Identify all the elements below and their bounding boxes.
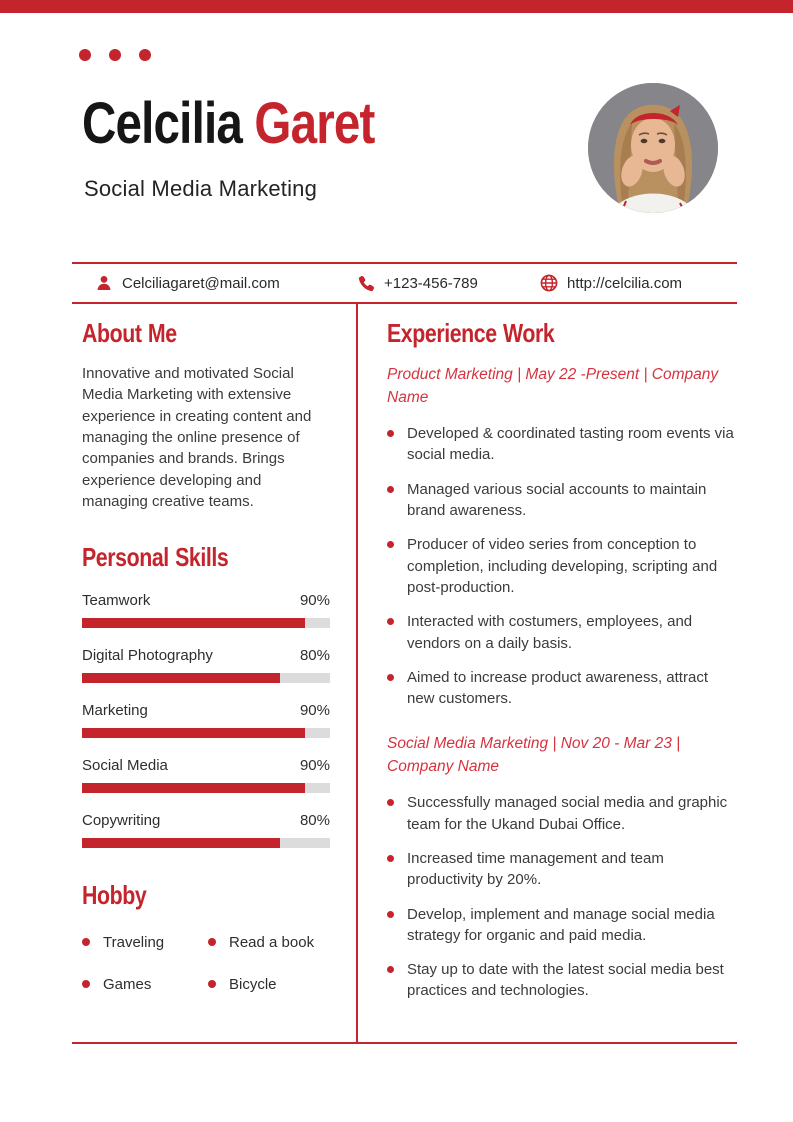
hobby-label: Read a book [229,933,315,951]
person-first-name: Celcilia [82,91,243,156]
job-bullet [387,667,739,710]
person-icon [95,274,113,292]
job-bullet [387,479,739,522]
bullet-dot-icon [387,674,394,681]
profile-photo [588,83,718,213]
job-bullet [387,959,739,1002]
bullet-dot-icon [82,980,90,988]
skill-label: Digital Photography [82,647,213,665]
skill-percent: 90% [299,702,330,720]
skill-label: Social Media [82,757,168,775]
accent-dot [79,49,91,61]
skill-bar-fill [82,618,305,628]
job-bullet-text: Developed & coordinated tasting room events via social media. [407,425,734,464]
skill-bar-fill [82,783,305,793]
hobby-item [208,934,330,951]
hobby-section-title: Hobby [82,880,147,911]
bullet-dot-icon [387,541,394,548]
skill-percent: 90% [299,592,330,610]
skill-label: Copywriting [82,812,161,830]
bullet-dot-icon [82,938,90,946]
top-accent-bar [0,0,793,13]
bullet-dot-icon [208,938,216,946]
job-bullet [387,792,739,835]
skill-label: Marketing [82,702,148,720]
skill-row [82,702,330,738]
phone-icon [358,275,375,292]
right-column [387,318,739,1015]
job-heading: Social Media Marketing | Nov 20 - Mar 23 | Company Name [387,735,681,775]
experience-section-title: Experience Work [387,318,555,348]
hobby-label: Games [103,975,152,993]
job-bullet [387,423,739,466]
skill-row [82,647,330,683]
job-bullet-text: Stay up to date with the latest social media best practices and technologies. [407,961,724,1000]
contact-bar [72,262,737,304]
skill-percent: 90% [299,757,330,775]
job-bullet-text: Successfully managed social media and graphic team for the Ukand Dubai Office. [407,794,728,833]
hobby-item [82,976,208,993]
person-last-name: Garet [254,91,375,156]
about-text: Innovative and motivated Social Media Marketing with extensive experience in creating content and managing the online presence of companies and brands. Brings experience developing and managing creative teams. [82,365,312,510]
job-bullet-text: Increased time management and team productivity by 20%. [407,849,664,889]
skill-percent: 80% [299,812,330,830]
job-bullet [387,611,739,654]
job-bullet-text: Aimed to increase product awareness, attract new customers. [407,668,708,708]
contact-website-value: http://celcilia.com [567,274,683,292]
job-bullet-list [387,792,739,1001]
contact-email-value: Celciliagaret@mail.com [122,274,280,292]
skill-bar-track [82,673,330,683]
skill-bar-fill [82,838,280,848]
job-bullet-text: Producer of video series from conception to completion, including developing, scripting and post-production. [407,536,718,596]
job-bullet-text: Develop, implement and manage social media strategy for organic and paid media. [407,905,715,944]
skill-row [82,757,330,793]
left-column [82,318,330,993]
skill-bar-fill [82,673,280,683]
globe-icon [540,274,558,292]
job-bullet [387,848,739,891]
skill-bar-track [82,728,330,738]
bullet-dot-icon [387,799,394,806]
job-bullet [387,904,739,947]
skill-bar-track [82,838,330,848]
accent-dot [139,49,151,61]
contact-phone-value: +123-456-789 [384,274,478,292]
bullet-dot-icon [387,911,394,918]
skill-row [82,812,330,848]
hobby-item [82,934,208,951]
bullet-dot-icon [387,430,394,437]
bullet-dot-icon [387,486,394,493]
contact-website [540,264,682,302]
column-divider-line [356,302,358,1042]
hobby-list [82,934,330,993]
portrait-illustration [588,83,718,213]
accent-dots [79,49,151,61]
bullet-dot-icon [208,980,216,988]
person-name [82,92,439,156]
job-bullet-list [387,423,739,709]
skill-row [82,592,330,628]
contact-email [95,264,280,302]
hobby-label: Traveling [103,933,165,951]
job-bullet-text: Interacted with costumers, employees, and vendors on a daily basis. [407,613,693,652]
skill-bar-track [82,783,330,793]
hobby-label: Bicycle [229,975,277,993]
skill-label: Teamwork [82,592,151,610]
job-heading: Product Marketing | May 22 -Present | Company Name [387,366,719,406]
skill-percent: 80% [299,647,330,665]
job-title: Social Media Marketing [84,176,318,201]
bottom-accent-line [72,1042,737,1044]
job-bullet-text: Managed various social accounts to maintain brand awareness. [407,480,707,520]
bullet-dot-icon [387,966,394,973]
job-bullet [387,534,739,598]
hobby-item [208,976,330,993]
contact-phone [358,264,478,302]
skills-section-title: Personal Skills [82,542,229,573]
bullet-dot-icon [387,618,394,625]
skill-bar-fill [82,728,305,738]
skill-bar-track [82,618,330,628]
bullet-dot-icon [387,855,394,862]
about-section-title: About Me [82,318,177,348]
accent-dot [109,49,121,61]
